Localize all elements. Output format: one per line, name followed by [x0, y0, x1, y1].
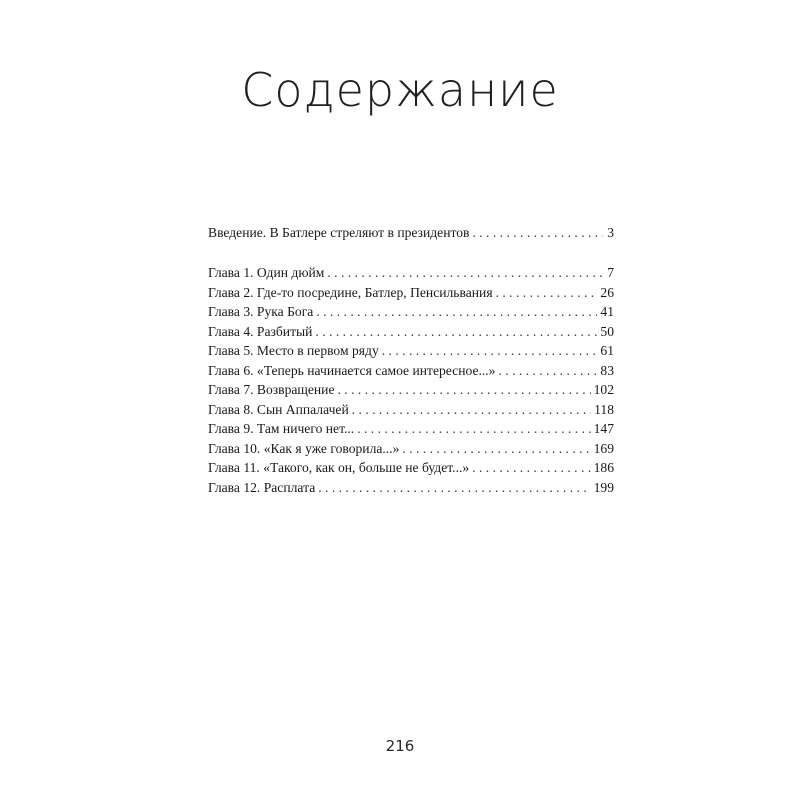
dot-leader: [472, 223, 603, 243]
toc-entry-label: Глава 8. Сын Аппалачей: [208, 401, 349, 417]
toc-entry: [208, 302, 614, 322]
dot-leader: [318, 478, 590, 498]
toc-entry-page: 26: [600, 284, 614, 300]
toc-entry: [208, 458, 614, 478]
toc-entry-label: Введение. В Батлере стреляют в президентов: [208, 225, 470, 240]
toc-entry-label: Глава 12. Расплата: [208, 479, 316, 495]
toc-entry-page: 61: [600, 343, 614, 358]
toc-entry: [208, 322, 614, 342]
page-title: Содержание: [241, 63, 559, 117]
dot-leader: [402, 439, 590, 459]
dot-leader: [498, 361, 597, 381]
toc-entry-page: 7: [607, 265, 614, 280]
toc-entry: [208, 380, 614, 400]
toc-entry: [208, 400, 614, 420]
toc-entry: [208, 341, 614, 361]
toc-entry-page: 186: [593, 460, 614, 475]
toc-entry-intro: [208, 223, 614, 243]
dot-leader: [316, 302, 597, 322]
toc-entry-label: Глава 3. Рука Бога: [208, 304, 314, 319]
toc-entry-label: Глава 1. Один дюйм: [208, 265, 325, 280]
toc-entry: [208, 419, 614, 439]
dot-leader: [357, 419, 590, 439]
toc-entry-page: 3: [607, 225, 614, 240]
toc-entry-page: 199: [593, 479, 614, 495]
toc-entry-page: 118: [594, 401, 614, 417]
toc-entry: [208, 263, 614, 283]
toc-entry-page: 50: [600, 323, 614, 339]
dot-leader: [352, 400, 591, 420]
toc-entry-label: Глава 10. «Как я уже говорила...»: [208, 440, 400, 456]
dot-leader: [382, 341, 598, 361]
toc-entry-label: Глава 4. Разбитый: [208, 323, 313, 339]
toc-entry-page: 83: [600, 362, 614, 378]
toc-entry-label: Глава 5. Место в первом ряду: [208, 343, 379, 358]
toc-entry-label: Глава 2. Где-то посредине, Батлер, Пенсильвания: [208, 284, 493, 300]
dot-leader: [327, 263, 603, 283]
toc-entry-label: Глава 11. «Такого, как он, больше не будет...»: [208, 460, 470, 475]
toc-entry-label: Глава 9. Там ничего нет...: [208, 421, 355, 436]
page-number: 216: [385, 737, 415, 755]
dot-leader: [496, 283, 598, 303]
toc-entry: [208, 478, 614, 498]
dot-leader: [338, 380, 591, 400]
toc-entry-page: 102: [593, 382, 614, 397]
table-of-contents: [208, 223, 614, 497]
toc-entry-label: Глава 7. Возвращение: [208, 382, 335, 397]
dot-leader: [315, 322, 597, 342]
toc-entry-label: Глава 6. «Теперь начинается самое интересное...»: [208, 362, 496, 378]
toc-entry-page: 169: [593, 440, 614, 456]
dot-leader: [472, 458, 590, 478]
toc-entry: [208, 439, 614, 459]
toc-entry: [208, 361, 614, 381]
toc-entry-page: 147: [593, 421, 614, 436]
toc-entry-page: 41: [600, 304, 614, 319]
toc-entry: [208, 283, 614, 303]
